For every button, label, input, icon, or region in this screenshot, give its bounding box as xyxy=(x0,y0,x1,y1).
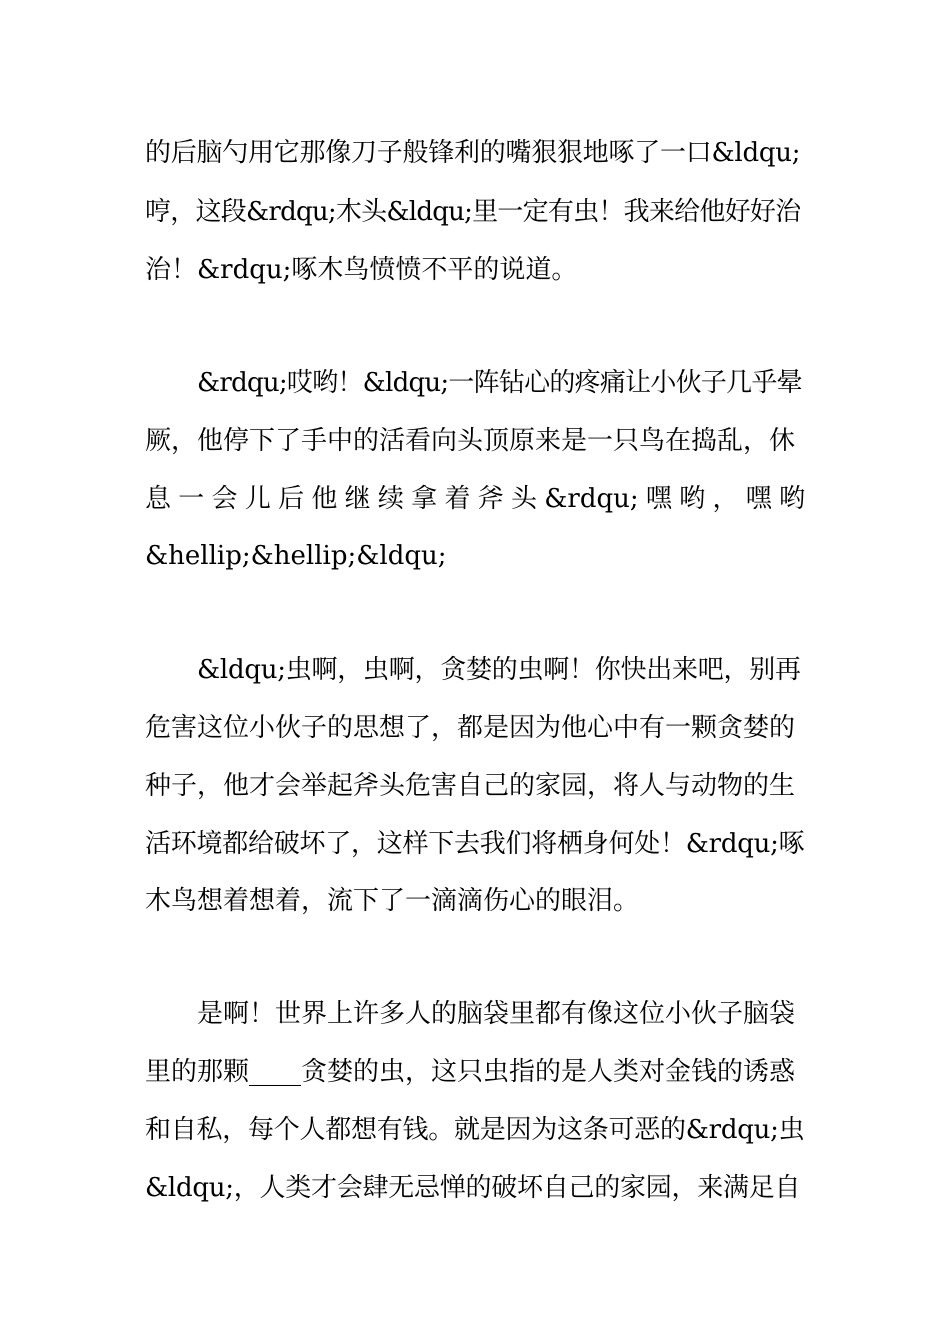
paragraph-2-line-3: 息一会儿后他继续拿着斧头&rdqu;嘿哟，嘿哟 xyxy=(145,484,805,514)
paragraph-3-line-2: 危害这位小伙子的思想了，都是因为他心中有一颗贪婪的 xyxy=(145,713,796,743)
paragraph-4-line-3: 和自私，每个人都想有钱。就是因为这条可恶的&rdqu;虫 xyxy=(145,1115,805,1145)
paragraph-4-line-4: &ldqu;，人类才会肆无忌惮的破坏自己的家园，来满足自 xyxy=(145,1173,801,1203)
paragraph-1-line-3: 治！&rdqu;啄木鸟愤愤不平的说道。 xyxy=(145,255,578,285)
paragraph-3-line-4: 活环境都给破坏了，这样下去我们将栖身何处！&rdqu;啄 xyxy=(145,829,805,859)
paragraph-4-line-1: 是啊！世界上许多人的脑袋里都有像这位小伙子脑袋 xyxy=(197,999,796,1029)
paragraph-3-line-1: &ldqu;虫啊，虫啊，贪婪的虫啊！你快出来吧，别再 xyxy=(197,655,801,685)
paragraph-3-line-3: 种子，他才会举起斧头危害自己的家园，将人与动物的生 xyxy=(145,771,796,801)
paragraph-1-line-1: 的后脑勺用它那像刀子般锋利的嘴狠狠地啄了一口&ldqu; xyxy=(145,138,801,168)
paragraph-4-line-2: 里的那颗____贪婪的虫，这只虫指的是人类对金钱的诱惑 xyxy=(145,1057,796,1087)
paragraph-2-line-2: 厥，他停下了手中的活看向头顶原来是一只鸟在捣乱，休 xyxy=(145,426,796,456)
paragraph-1-line-2: 哼，这段&rdqu;木头&ldqu;里一定有虫！我来给他好好治 xyxy=(145,197,801,227)
paragraph-2-line-4: &hellip;&hellip;&ldqu; xyxy=(145,541,447,571)
paragraph-3-line-5: 木鸟想着想着，流下了一滴滴伤心的眼泪。 xyxy=(145,886,640,916)
paragraph-2-line-1: &rdqu;哎哟！&ldqu;一阵钻心的疼痛让小伙子几乎晕 xyxy=(197,368,802,398)
